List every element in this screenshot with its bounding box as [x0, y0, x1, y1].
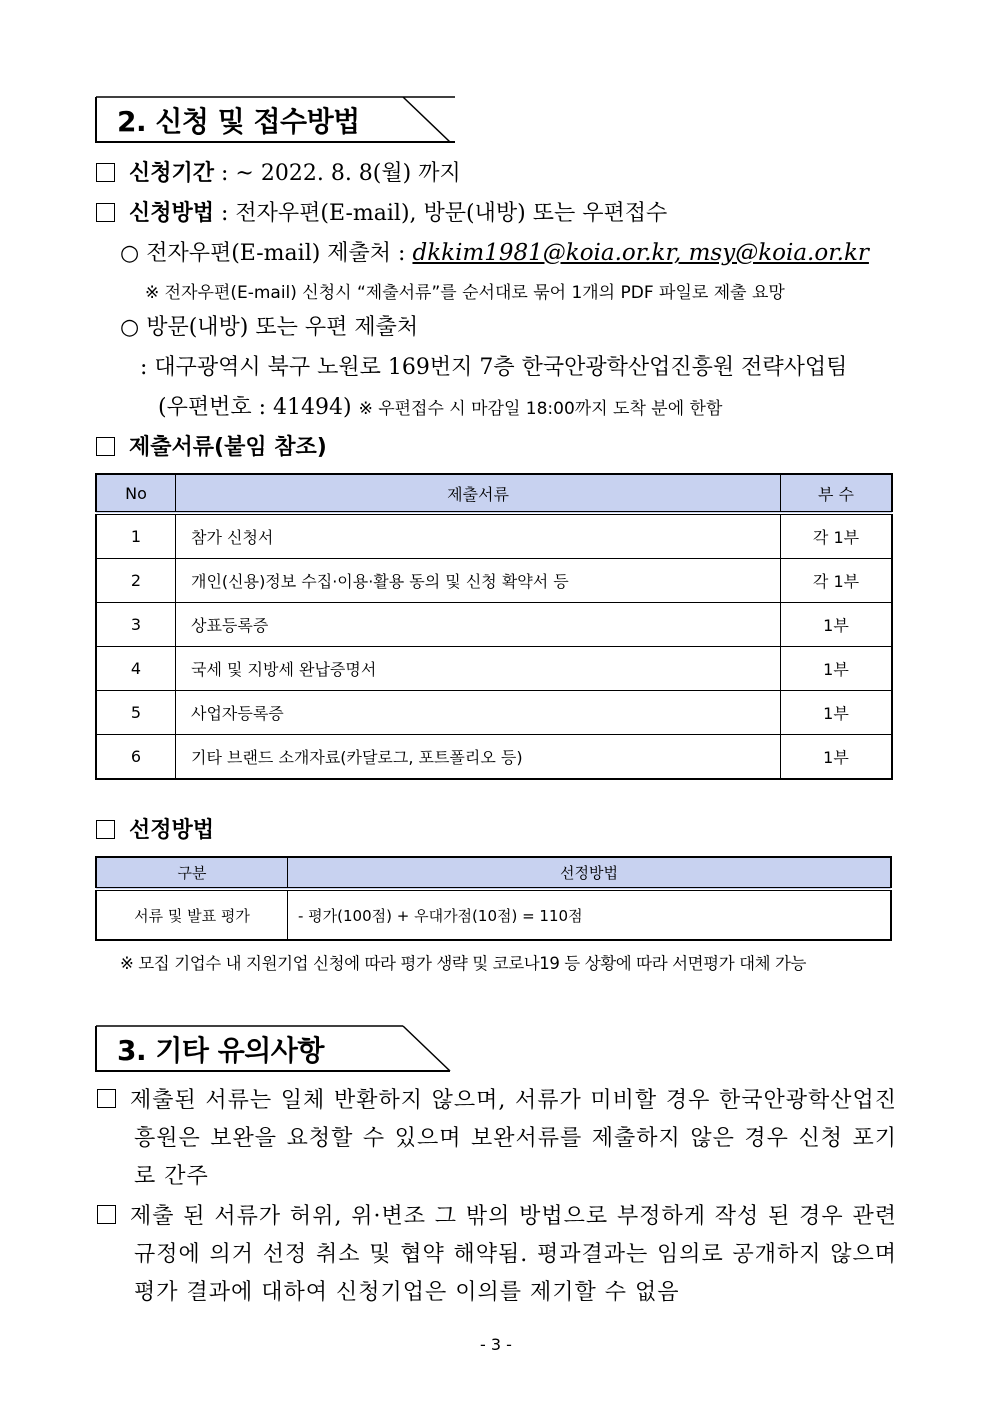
- row-doc: 개인(신용)정보 수집·이용·활용 동의 및 신청 확약서 등: [176, 559, 781, 603]
- section-2-title: 2. 신청 및 접수방법: [117, 105, 360, 138]
- col-count: 부 수: [781, 474, 893, 513]
- row-method: - 평가(100점) + 우대가점(10점) = 110점: [288, 889, 892, 940]
- row-doc: 사업자등록증: [176, 691, 781, 735]
- docs-line: [96, 430, 327, 461]
- row-no: 1: [96, 513, 176, 559]
- table-row: [96, 889, 891, 940]
- checkbox-icon: [96, 437, 115, 456]
- notice-item-2: 제출 된 서류가 허위, 위·변조 그 밖의 방법으로 부정하게 작성 된 경우 관련 규정에 의거 선정 취소 및 협약 해약됨. 평과결과는 임의로 공개하지 않으며 평가 결과에 대하여 신청기업은 이의를 제기할 수 없음: [130, 1204, 897, 1305]
- row-count: 1부: [781, 603, 893, 647]
- email-note: ※ 전자우편(E-mail) 신청시 “제출서류”를 순서대로 묶어 1개의 PDF 파일로 제출 요망: [145, 283, 785, 303]
- row-no: 2: [96, 559, 176, 603]
- docs-table-header: [96, 474, 892, 513]
- col-doc: 제출서류: [176, 474, 781, 513]
- row-count: 각 1부: [781, 513, 893, 559]
- method-value: : 전자우편(E-mail), 방문(내방) 또는 우편접수: [214, 201, 668, 226]
- period-value: : ~ 2022. 8. 8(월) 까지: [214, 161, 461, 186]
- table-row: [96, 735, 892, 780]
- row-doc: 국세 및 지방세 완납증명서: [176, 647, 781, 691]
- checkbox-icon: [96, 203, 115, 222]
- col-no: No: [96, 474, 176, 513]
- table-row: [96, 647, 892, 691]
- postal-line: [158, 390, 722, 421]
- table-row: [96, 559, 892, 603]
- row-no: 3: [96, 603, 176, 647]
- list-item: [97, 1198, 897, 1312]
- col-method: 선정방법: [288, 857, 892, 889]
- page-number: - 3 -: [480, 1335, 512, 1354]
- email-link[interactable]: dkkim1981@koia.or.kr, msy@koia.or.kr: [412, 240, 869, 266]
- visit-label: ○ 방문(내방) 또는 우편 제출처: [120, 315, 419, 340]
- method-line: [96, 196, 667, 227]
- row-no: 5: [96, 691, 176, 735]
- checkbox-icon: [97, 1089, 116, 1108]
- selection-label: 선정방법: [129, 818, 215, 843]
- row-count: 1부: [781, 735, 893, 780]
- notice-item-1: 제출된 서류는 일체 반환하지 않으며, 서류가 미비할 경우 한국안광학산업진흥원은 보완을 요청할 수 있으며 보완서류를 제출하지 않은 경우 신청 포기로 간주: [130, 1088, 897, 1189]
- row-doc: 상표등록증: [176, 603, 781, 647]
- list-item: [97, 1082, 897, 1196]
- table-row: [96, 691, 892, 735]
- row-no: 6: [96, 735, 176, 780]
- address: : 대구광역시 북구 노원로 169번지 7층 한국안광학산업진흥원 전략사업팀: [140, 355, 848, 380]
- row-no: 4: [96, 647, 176, 691]
- notice-list: [97, 1082, 897, 1312]
- period-line: [96, 156, 461, 187]
- checkbox-icon: [97, 1205, 116, 1224]
- row-doc: 참가 신청서: [176, 513, 781, 559]
- email-label: ○ 전자우편(E-mail) 제출처 :: [120, 241, 413, 266]
- docs-label: 제출서류(붙임 참조): [129, 435, 327, 460]
- selection-line: [96, 813, 214, 844]
- method-label: 신청방법: [129, 201, 215, 226]
- row-category: 서류 및 발표 평가: [96, 889, 288, 940]
- email-line: [120, 236, 869, 267]
- section-3-title-box: [95, 1025, 450, 1071]
- selection-table: [95, 856, 892, 941]
- selection-note: ※ 모집 기업수 내 지원기업 신청에 따라 평가 생략 및 코로나19 등 상황에 따라 서면평가 대체 가능: [120, 954, 807, 973]
- period-label: 신청기간: [129, 161, 215, 186]
- row-count: 각 1부: [781, 559, 893, 603]
- selection-table-header: [96, 857, 891, 889]
- section-3-title: 3. 기타 유의사항: [117, 1034, 324, 1067]
- table-row: [96, 513, 892, 559]
- checkbox-icon: [96, 163, 115, 182]
- section-2-title-box: [95, 96, 450, 142]
- postal-code: (우편번호 : 41494): [158, 395, 352, 420]
- table-row: [96, 603, 892, 647]
- col-category: 구분: [96, 857, 288, 889]
- row-doc: 기타 브랜드 소개자료(카달로그, 포트폴리오 등): [176, 735, 781, 780]
- row-count: 1부: [781, 691, 893, 735]
- checkbox-icon: [96, 820, 115, 839]
- postal-note: ※ 우편접수 시 마감일 18:00까지 도착 분에 한함: [358, 399, 723, 419]
- docs-table: [95, 473, 893, 780]
- row-count: 1부: [781, 647, 893, 691]
